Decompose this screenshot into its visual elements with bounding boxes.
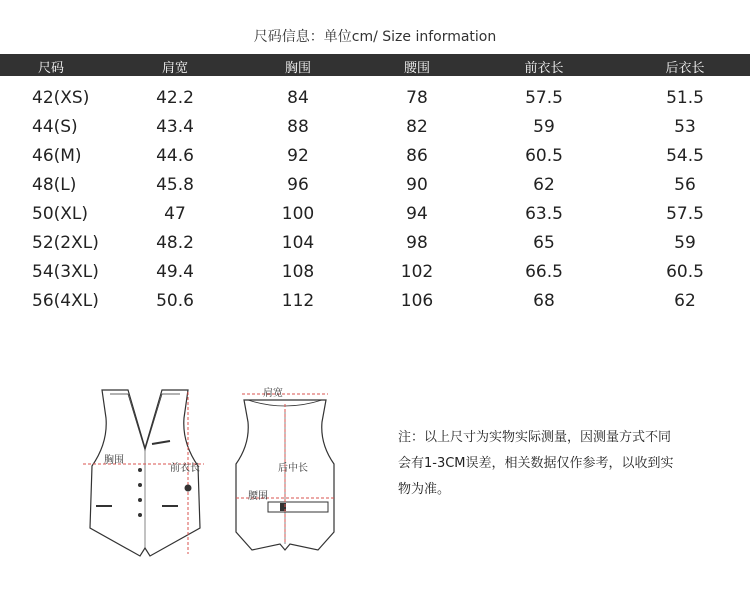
cell-shoulder: 42.2 [156,88,194,108]
cell-back-length: 59 [674,233,696,253]
header-shoulder: 肩宽 [161,61,188,76]
table-row [0,200,750,229]
cell-waist: 94 [406,204,428,224]
cell-waist: 82 [406,117,428,137]
cell-chest: 96 [287,175,309,195]
header-back-length: 后衣长 [665,61,705,76]
cell-size: 50(XL) [32,204,89,224]
table-row [0,113,750,142]
cell-shoulder: 50.6 [156,291,194,311]
cell-front-length: 66.5 [525,262,563,282]
cell-size: 56(4XL) [32,291,99,311]
cell-back-length: 62 [674,291,696,311]
cell-chest: 88 [287,117,309,137]
cell-size: 48(L) [32,175,77,195]
cell-waist: 90 [406,175,428,195]
header-waist: 腰围 [403,61,430,76]
back-length-label: 后中长 [278,463,308,474]
cell-back-length: 51.5 [666,88,704,108]
page-title: 尺码信息：单位cm/ Size information [253,29,497,45]
header-chest: 胸围 [284,61,311,76]
cell-front-length: 60.5 [525,146,563,166]
cell-shoulder: 43.4 [156,117,194,137]
cell-front-length: 68 [533,291,555,311]
cell-chest: 84 [287,88,309,108]
measurement-note [398,425,708,503]
cell-shoulder: 44.6 [156,146,194,166]
cell-shoulder: 49.4 [156,262,194,282]
cell-size: 46(M) [32,146,82,166]
back-waist-label: 腰围 [248,491,268,502]
table-row [0,258,750,287]
cell-front-length: 65 [533,233,555,253]
cell-size: 44(S) [32,117,78,137]
cell-chest: 104 [281,233,315,253]
cell-size: 54(3XL) [32,262,99,282]
cell-front-length: 63.5 [525,204,563,224]
header-size: 尺码 [37,61,64,76]
cell-waist: 102 [400,262,434,282]
cell-size: 42(XS) [32,88,90,108]
cell-back-length: 57.5 [666,204,704,224]
table-row [0,287,750,316]
table-row [0,229,750,258]
cell-waist: 106 [400,291,434,311]
size-table-header [0,54,750,76]
cell-front-length: 62 [533,175,555,195]
cell-chest: 92 [287,146,309,166]
cell-back-length: 60.5 [666,262,704,282]
note-line-2: 会有1-3CM误差，相关数据仅作参考，以收到实 [398,456,674,471]
cell-front-length: 59 [533,117,555,137]
front-length-label: 前衣长 [170,463,200,474]
cell-size: 52(2XL) [32,233,99,253]
front-chest-label: 胸围 [104,455,124,466]
cell-chest: 108 [281,262,315,282]
back-shoulder-label: 肩宽 [263,388,283,399]
cell-chest: 112 [281,291,315,311]
cell-shoulder: 45.8 [156,175,194,195]
header-front-length: 前衣长 [524,61,564,76]
table-row [0,171,750,200]
cell-shoulder: 47 [164,204,186,224]
cell-back-length: 53 [674,117,696,137]
cell-shoulder: 48.2 [156,233,194,253]
note-line-1: 注：以上尺寸为实物实际测量，因测量方式不同 [398,430,672,445]
cell-waist: 98 [406,233,428,253]
table-row [0,84,750,113]
cell-back-length: 56 [674,175,696,195]
cell-chest: 100 [281,204,315,224]
cell-front-length: 57.5 [525,88,563,108]
cell-waist: 78 [406,88,428,108]
cell-waist: 86 [406,146,428,166]
cell-back-length: 54.5 [666,146,704,166]
note-line-3: 物为准。 [398,482,451,497]
table-row [0,142,750,171]
